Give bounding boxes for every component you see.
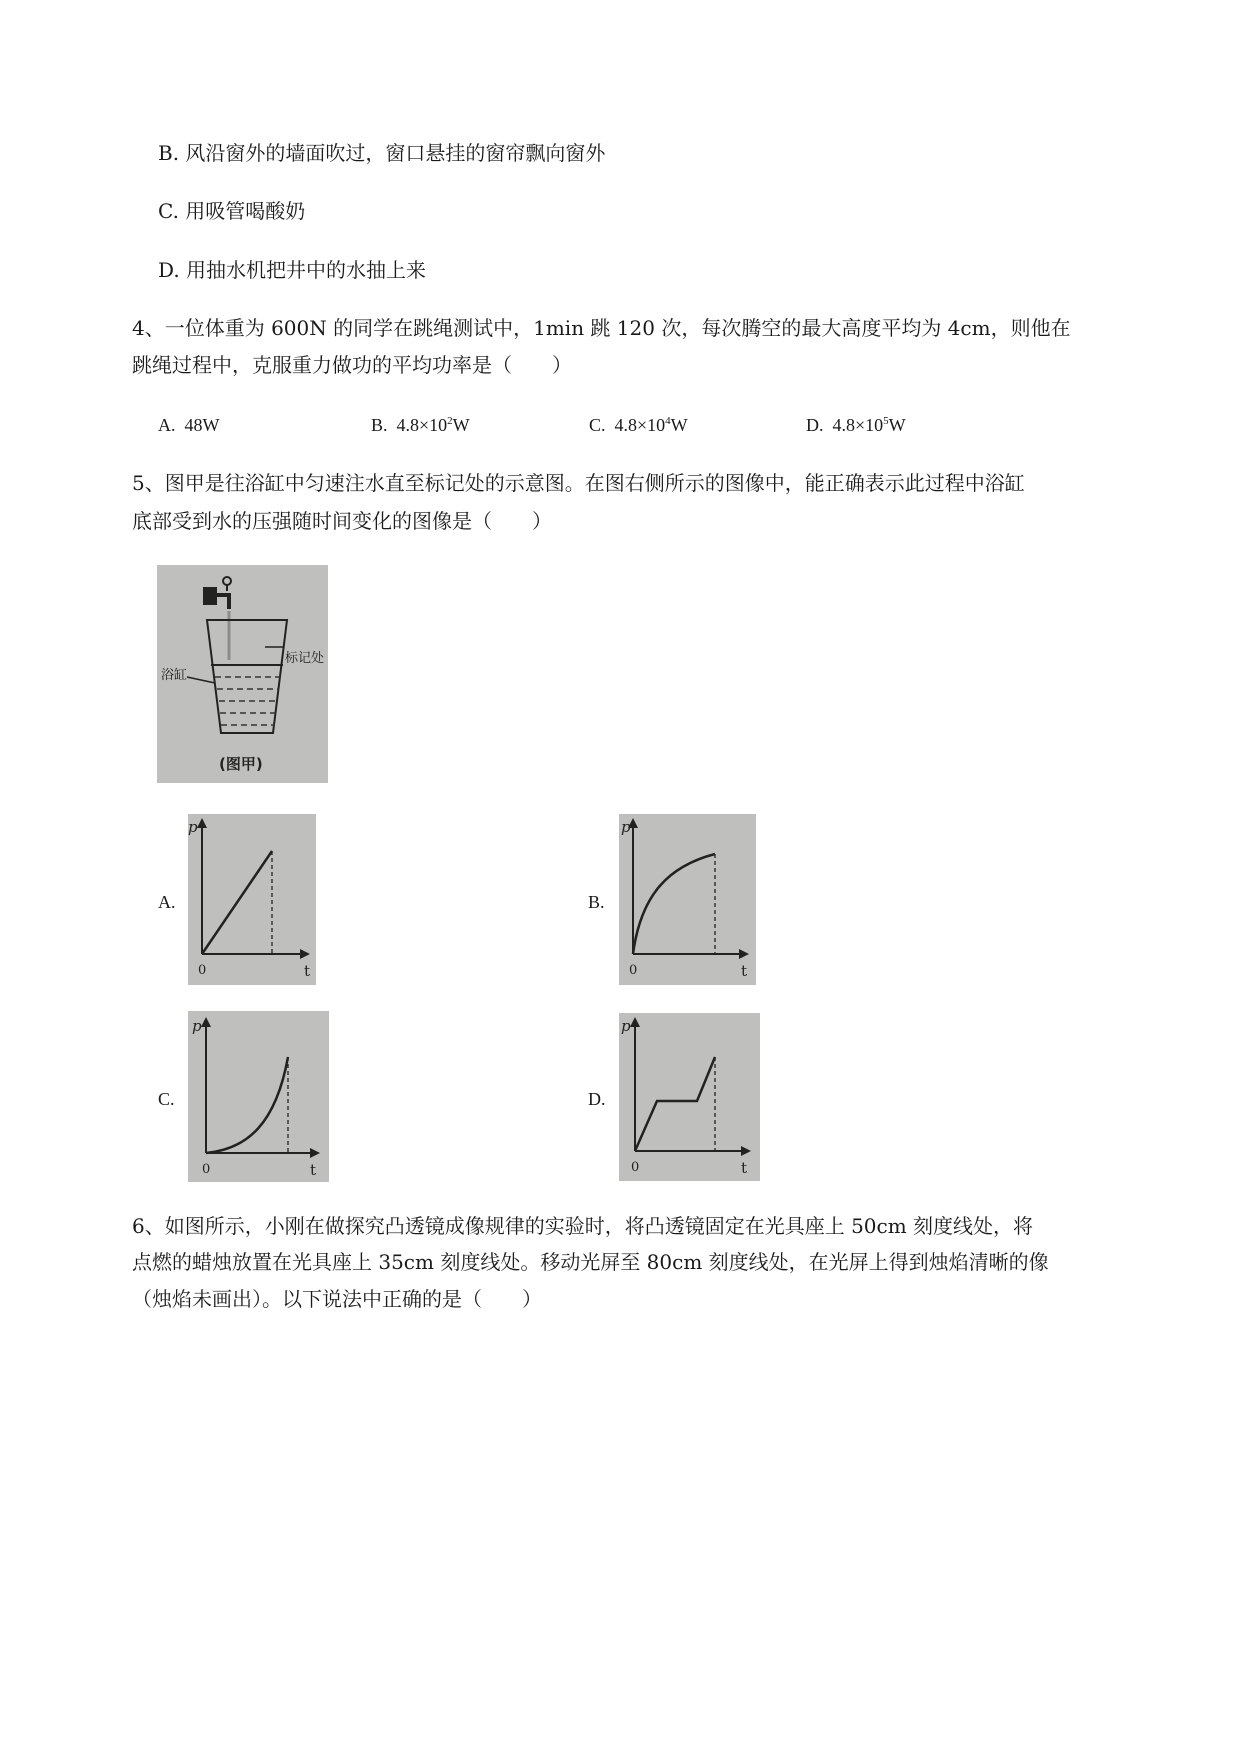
option-c-text: C. 用吸管喝酸奶 <box>158 199 306 223</box>
x-axis-arrow-icon <box>300 949 310 959</box>
option-unit: W <box>670 415 688 435</box>
x-axis-label: t <box>741 962 748 980</box>
mark-label: 标记处 <box>285 651 325 666</box>
q5-option-b-label: B. <box>588 892 605 912</box>
origin-label: 0 <box>202 1162 211 1177</box>
origin-label: 0 <box>629 963 638 978</box>
x-axis-label: t <box>310 1161 317 1179</box>
y-axis-arrow-icon <box>630 1017 640 1027</box>
x-axis-arrow-icon <box>310 1148 320 1158</box>
y-axis-arrow-icon <box>201 1017 211 1027</box>
x-axis-label: t <box>304 962 311 980</box>
y-axis-label: p <box>192 1017 202 1035</box>
faucet-knob-icon <box>223 577 231 585</box>
tub-label: 浴缸 <box>161 668 188 683</box>
y-axis-label: p <box>188 818 198 836</box>
bathtub-figure <box>157 565 328 783</box>
y-axis-label: p <box>621 1017 631 1035</box>
origin-label: 0 <box>631 1160 640 1175</box>
q6-stem-line3: （烛焰未画出）。以下说法中正确的是（ ） <box>132 1287 542 1311</box>
option-letter: A. <box>158 415 176 435</box>
option-value: 4.8×10 <box>614 415 666 435</box>
q4-option-d <box>806 414 906 436</box>
option-letter: C. <box>589 415 606 435</box>
x-axis-label: t <box>741 1159 748 1177</box>
q5-option-c-label: C. <box>158 1089 175 1109</box>
q5-option-a-label: A. <box>158 892 176 912</box>
option-value: 4.8×10 <box>396 415 448 435</box>
faucet-handle-icon <box>203 587 217 605</box>
y-axis-arrow-icon <box>197 818 207 828</box>
q5-stem-line2: 底部受到水的压强随时间变化的图像是（ ） <box>132 509 552 533</box>
q5-option-d-label: D. <box>588 1089 606 1109</box>
q4-option-c <box>589 414 688 436</box>
y-axis-label: p <box>621 818 631 836</box>
q5-option-b-graph <box>619 814 756 985</box>
q4-stem-line1: 4、一位体重为 600N 的同学在跳绳测试中，1min 跳 120 次，每次腾空的最大高度平均为 4cm，则他在 <box>132 316 1071 340</box>
curve-linear <box>202 851 272 954</box>
figure-caption: (图甲) <box>219 755 263 773</box>
option-value: 4.8×10 <box>832 415 884 435</box>
q5-option-a-graph <box>188 814 316 985</box>
origin-label: 0 <box>198 963 207 978</box>
option-letter: D. <box>806 415 824 435</box>
option-exponent: 5 <box>883 415 889 427</box>
option-unit: W <box>888 415 906 435</box>
faucet-spout-icon <box>217 595 229 609</box>
option-exponent: 2 <box>447 415 453 427</box>
x-axis-arrow-icon <box>739 949 749 959</box>
option-b-text: B. 风沿窗外的墙面吹过，窗口悬挂的窗帘飘向窗外 <box>158 141 606 165</box>
q4-option-a <box>158 414 220 436</box>
q4-option-b <box>371 414 470 436</box>
q6-stem-line1: 6、如图所示，小刚在做探究凸透镜成像规律的实验时，将凸透镜固定在光具座上 50cm 刻度线处，将 <box>132 1214 1034 1238</box>
option-unit: W <box>452 415 470 435</box>
q4-stem-line2: 跳绳过程中，克服重力做功的平均功率是（ ） <box>132 353 572 377</box>
water-dashes <box>215 677 281 725</box>
curve-rise-flat-rise <box>635 1057 715 1151</box>
curve-concave-down <box>633 854 715 954</box>
option-letter: B. <box>371 415 388 435</box>
q6-stem-line2: 点燃的蜡烛放置在光具座上 35cm 刻度线处。移动光屏至 80cm 刻度线处，在光屏上得到烛焰清晰的像 <box>132 1250 1049 1274</box>
option-value: 48W <box>184 415 220 435</box>
q5-option-c-graph <box>188 1011 329 1182</box>
q5-option-d-graph <box>619 1013 760 1181</box>
option-exponent: 4 <box>665 415 671 427</box>
option-d-text: D. 用抽水机把井中的水抽上来 <box>158 258 427 282</box>
x-axis-arrow-icon <box>741 1146 751 1156</box>
curve-concave-up <box>206 1057 288 1153</box>
q5-stem-line1: 5、图甲是往浴缸中匀速注水直至标记处的示意图。在图右侧所示的图像中，能正确表示此过程中浴缸 <box>132 471 1025 495</box>
bathtub-illustration <box>157 565 328 783</box>
